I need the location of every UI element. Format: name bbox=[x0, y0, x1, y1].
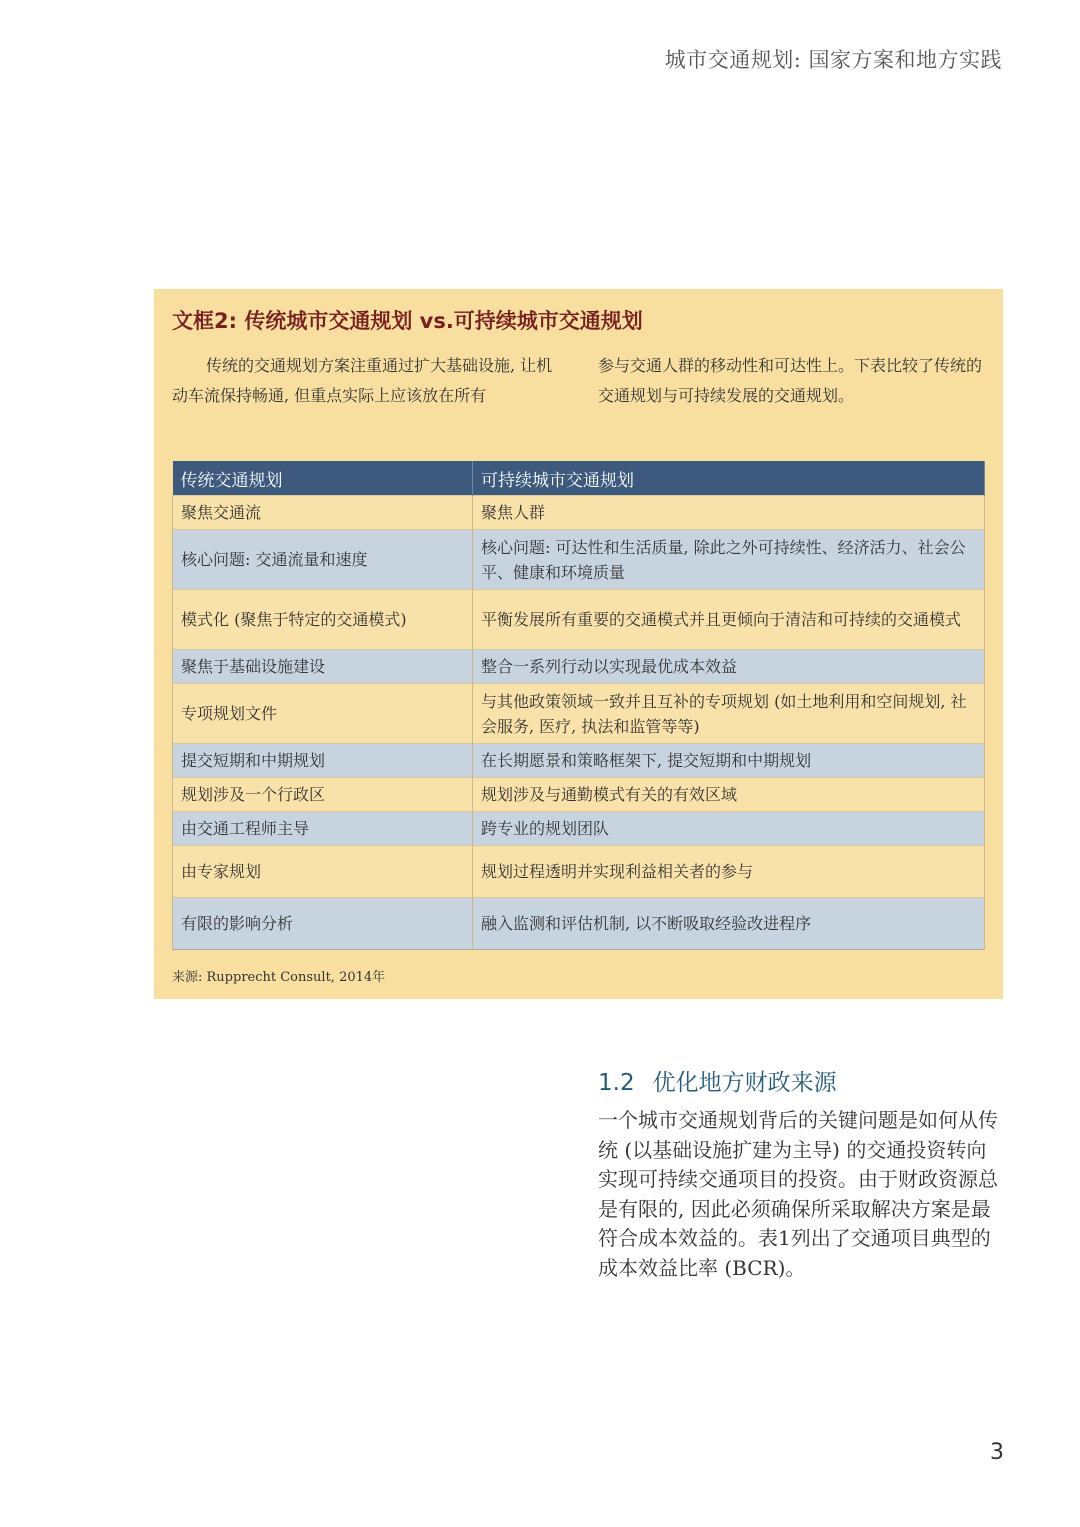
cell-traditional: 聚焦交通流 bbox=[173, 496, 473, 530]
cell-traditional: 由交通工程师主导 bbox=[173, 812, 473, 846]
table-row bbox=[173, 744, 985, 778]
table-row bbox=[173, 650, 985, 684]
cell-traditional: 有限的影响分析 bbox=[173, 898, 473, 950]
table-source: 来源: Rupprecht Consult, 2014年 bbox=[172, 970, 386, 985]
table-row bbox=[173, 530, 985, 590]
section-heading bbox=[598, 1064, 837, 1097]
cell-sustainable: 规划涉及与通勤模式有关的有效区域 bbox=[473, 778, 985, 812]
cell-traditional: 核心问题: 交通流量和速度 bbox=[173, 530, 473, 590]
section-title: 优化地方财政来源 bbox=[652, 1070, 837, 1096]
cell-traditional: 由专家规划 bbox=[173, 846, 473, 898]
cell-sustainable: 整合一系列行动以实现最优成本效益 bbox=[473, 650, 985, 684]
table-row bbox=[173, 496, 985, 530]
box-intro-left: 传统的交通规划方案注重通过扩大基础设施, 让机动车流保持畅通, 但重点实际上应该放在所有 bbox=[172, 356, 553, 405]
cell-sustainable: 与其他政策领域一致并且互补的专项规划 (如土地利用和空间规划, 社会服务, 医疗, 执法和监管等等) bbox=[473, 684, 985, 744]
cell-sustainable: 在长期愿景和策略框架下, 提交短期和中期规划 bbox=[473, 744, 985, 778]
section-number: 1.2 bbox=[598, 1070, 635, 1096]
page-number: 3 bbox=[990, 1440, 1004, 1465]
box-intro-right: 参与交通人群的移动性和可达性上。下表比较了传统的交通规划与可持续发展的交通规划。 bbox=[598, 356, 983, 405]
table-row bbox=[173, 684, 985, 744]
table-row bbox=[173, 898, 985, 950]
table-row bbox=[173, 846, 985, 898]
table-row bbox=[173, 778, 985, 812]
cell-traditional: 聚焦于基础设施建设 bbox=[173, 650, 473, 684]
cell-sustainable: 融入监测和评估机制, 以不断吸取经验改进程序 bbox=[473, 898, 985, 950]
cell-sustainable: 平衡发展所有重要的交通模式并且更倾向于清洁和可持续的交通模式 bbox=[473, 590, 985, 650]
cell-traditional: 规划涉及一个行政区 bbox=[173, 778, 473, 812]
running-header: 城市交通规划: 国家方案和地方实践 bbox=[664, 48, 1002, 72]
header-traditional: 传统交通规划 bbox=[173, 461, 473, 496]
cell-traditional: 模式化 (聚焦于特定的交通模式) bbox=[173, 590, 473, 650]
cell-sustainable: 规划过程透明并实现利益相关者的参与 bbox=[473, 846, 985, 898]
comparison-table bbox=[172, 461, 985, 950]
header-sustainable: 可持续城市交通规划 bbox=[473, 461, 985, 496]
cell-traditional: 提交短期和中期规划 bbox=[173, 744, 473, 778]
table-row bbox=[173, 812, 985, 846]
cell-sustainable: 聚焦人群 bbox=[473, 496, 985, 530]
section-body: 一个城市交通规划背后的关键问题是如何从传统 (以基础设施扩建为主导) 的交通投资转向实现可持续交通项目的投资。由于财政资源总是有限的, 因此必须确保所采取解决方案是最符合成本效益的。表1列出了交通项目典型的成本效益比率 (BCR)。 bbox=[598, 1108, 998, 1280]
cell-sustainable: 核心问题: 可达性和生活质量, 除此之外可持续性、经济活力、社会公平、健康和环境质量 bbox=[473, 530, 985, 590]
cell-sustainable: 跨专业的规划团队 bbox=[473, 812, 985, 846]
table-header-row bbox=[173, 461, 985, 496]
text-box-2 bbox=[154, 289, 1003, 999]
table-row bbox=[173, 590, 985, 650]
box-title: 文框2: 传统城市交通规划 vs.可持续城市交通规划 bbox=[172, 309, 643, 333]
cell-traditional: 专项规划文件 bbox=[173, 684, 473, 744]
